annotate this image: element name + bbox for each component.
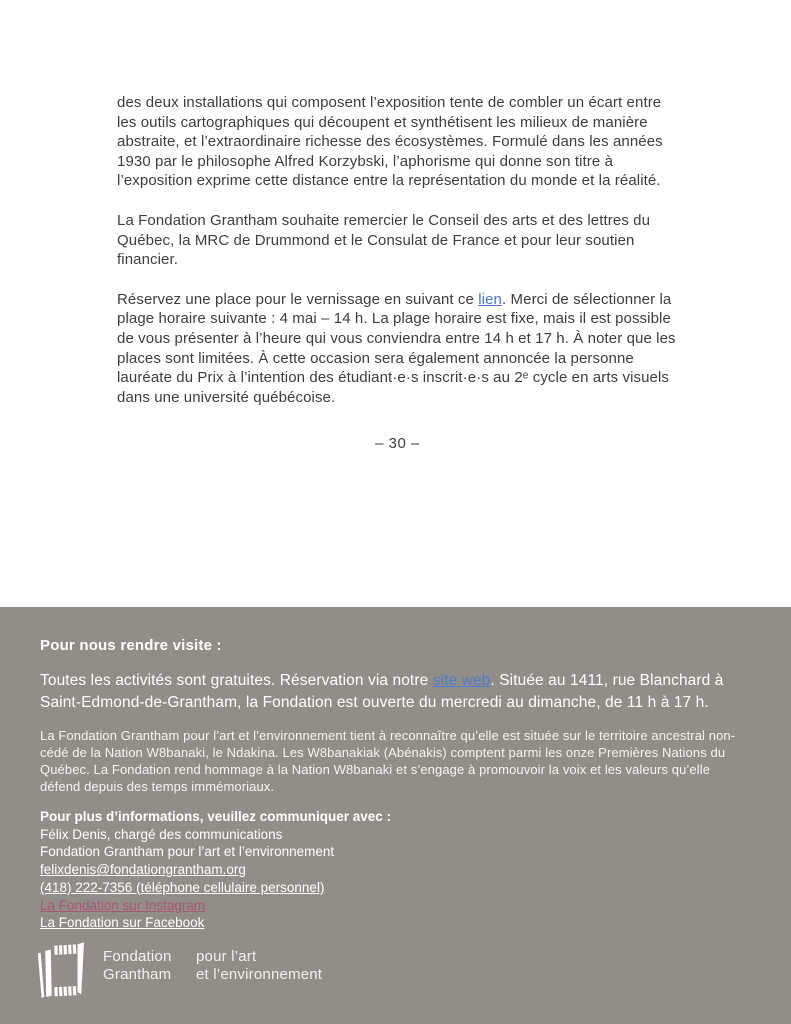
land-acknowledgment: La Fondation Grantham pour l’art et l’environnement tient à reconnaître qu’elle est située sur le territoire ancestral non-cédé de la Nation W8banaki, le Ndakina. Les W8banakiak (Abénakis) comptent parmi les onze Premières Nations du Québec. La Fondation rend hommage à la Nation W8banaki et s’engage à promouvoir la voix et les valeurs qu’elle défend depuis des temps immémoriaux. [40, 728, 736, 794]
paragraph-exposition-text: des deux installations qui composent l’exposition tente de combler un écart entre les outils cartographiques qui découpent et synthétisent les milieux de manière abstraite, et l’extraordinaire richesse des écosystèmes. Formulé dans les années 1930 par le philosophe Alfred Korzybski, l’aphorisme qui donne son titre à l’exposition exprime cette distance entre la représentation du monde et la réalité. [117, 94, 663, 190]
website-link[interactable]: site web [432, 672, 491, 689]
paragraph-reservation-text-after: . Merci de sélectionner la plage horaire suivante : 4 mai – 14 h. La plage horaire est fixe, mais il est possible de vous présenter à l’heure qui vous conviendra entre 14 h et 17 h. À noter que les places sont limitées. À cette occasion sera également annoncée la personne lauréate du Prix à l’intention des étudiant·e·s inscrit·e·s au 2ᵉ cycle en arts visuels dans une université québécoise. [117, 290, 676, 406]
facebook-link[interactable]: La Fondation sur Facebook [40, 915, 205, 931]
contact-heading: Pour plus d’informations, veuillez communiquer avec : [40, 809, 392, 824]
contact-email-row [40, 861, 751, 879]
logo-tagline-line2: et l’environnement [196, 966, 323, 983]
logo-name [103, 941, 196, 984]
paragraph-reservation-text-before: Réservez une place pour le vernissage en suivant ce [117, 290, 479, 308]
instagram-link[interactable]: La Fondation sur Instagram [40, 897, 206, 913]
instagram-row [40, 897, 751, 915]
footer-band [0, 607, 791, 1024]
paragraph-remerciements-text: La Fondation Grantham souhaite remercier le Conseil des arts et des lettres du Québec, la MRC de Drummond et le Consulat de France et pour leur soutien financier. [117, 211, 651, 269]
contact-block [40, 808, 751, 932]
visit-paragraph [40, 670, 751, 714]
contact-phone-row [40, 879, 751, 897]
phone-link[interactable]: (418) 222-7356 (téléphone cellulaire personnel) [40, 879, 325, 895]
article-body [117, 93, 678, 454]
paragraph-reservation [117, 290, 678, 408]
visit-text-before: Toutes les activités sont gratuites. Réservation via notre [40, 672, 433, 689]
vernissage-reservation-link[interactable]: lien [478, 290, 502, 308]
visit-text-after: . Située au 1411, rue Blanchard à Saint-Edmond-de-Grantham, la Fondation est ouverte du mercredi au dimanche, de 11 h à 17 h. [40, 672, 724, 711]
logo-tagline [196, 941, 322, 984]
visit-heading: Pour nous rendre visite : [40, 637, 222, 654]
logo-name-line2: Grantham [103, 966, 172, 983]
paragraph-exposition [117, 93, 678, 191]
email-link[interactable]: felixdenis@fondationgrantham.org [40, 862, 246, 878]
logo-name-line1: Fondation [103, 948, 172, 965]
logo-tagline-line1: pour l’art [196, 948, 257, 965]
contact-name: Félix Denis, chargé des communications [40, 826, 283, 842]
facebook-row [40, 914, 751, 932]
press-release-end-mark: – 30 – [375, 435, 420, 453]
hatched-square-logo-icon [36, 941, 84, 1001]
contact-organization: Fondation Grantham pour l’art et l’environnement [40, 844, 335, 860]
paragraph-remerciements [117, 211, 678, 270]
foundation-logo [36, 941, 322, 1001]
